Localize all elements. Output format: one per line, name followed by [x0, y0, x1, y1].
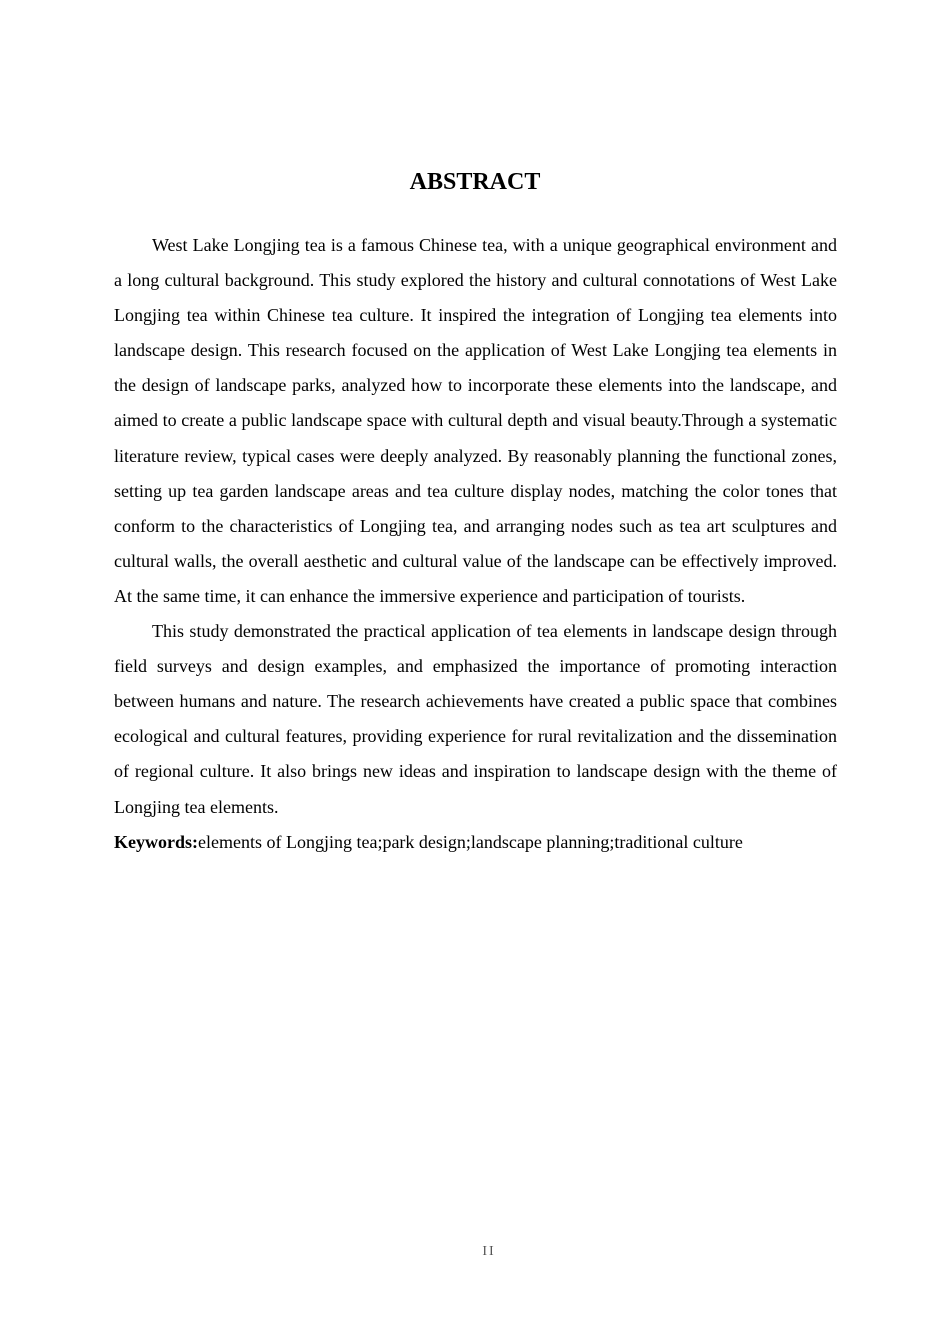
keywords-text: elements of Longjing tea;park design;landscape planning;traditional culture	[198, 831, 743, 852]
abstract-title: ABSTRACT	[409, 169, 541, 195]
abstract-paragraph-2: This study demonstrated the practical application of tea elements in landscape design through field surveys and design examples, and emphasized the importance of promoting interaction between humans and nature. The research achievements have created a public space that combines ecological and cultural features, providing experience for rural revitalization and the dissemination of regional culture. It also brings new ideas and inspiration to landscape design with the theme of Longjing tea elements.	[114, 621, 837, 817]
keywords-label: Keywords:	[114, 831, 198, 852]
abstract-body	[114, 228, 837, 860]
keywords-line	[114, 825, 837, 860]
abstract-paragraph-1: West Lake Longjing tea is a famous Chinese tea, with a unique geographical environment and a long cultural background. This study explored the history and cultural connotations of West Lake Longjing tea within Chinese tea culture. It inspired the integration of Longjing tea elements into landscape design. This research focused on the application of West Lake Longjing tea elements in the design of landscape parks, analyzed how to incorporate these elements into the landscape, and aimed to create a public landscape space with cultural depth and visual beauty.Through a systematic literature review, typical cases were deeply analyzed. By reasonably planning the functional zones, setting up tea garden landscape areas and tea culture display nodes, matching the color tones that conform to the characteristics of Longjing tea, and arranging nodes such as tea art sculptures and cultural walls, the overall aesthetic and cultural value of the landscape can be effectively improved. At the same time, it can enhance the immersive experience and participation of tourists.	[114, 235, 837, 606]
page-number: II	[482, 1244, 496, 1259]
